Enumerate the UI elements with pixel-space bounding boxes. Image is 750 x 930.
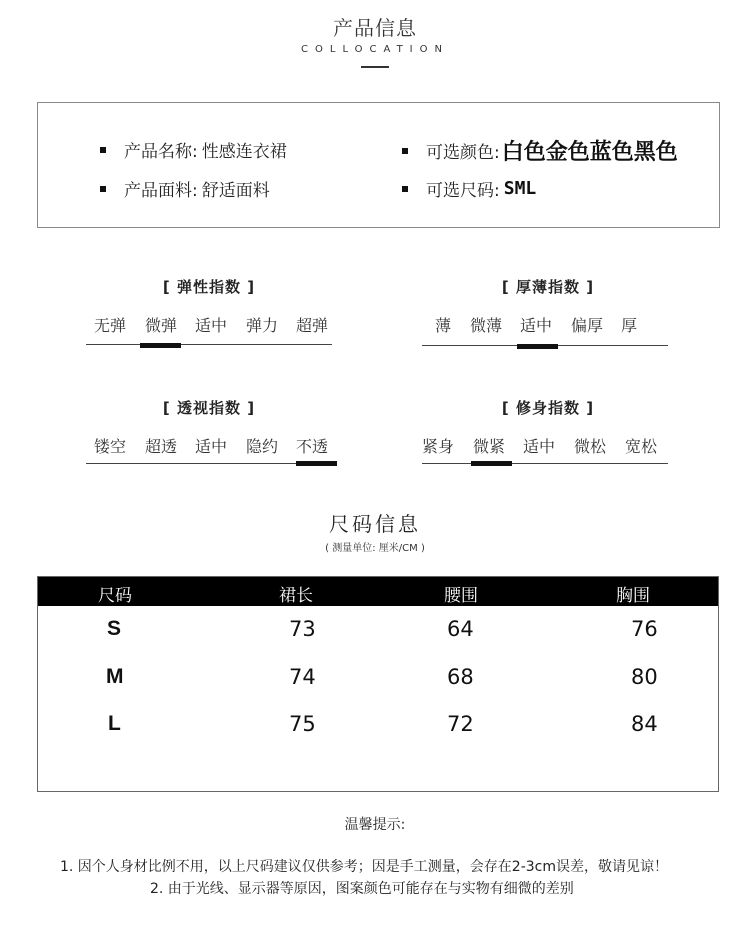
scale-option: 隐约 bbox=[246, 437, 279, 456]
table-cell: 74 bbox=[289, 665, 316, 689]
product-fabric-value: 舒适面料 bbox=[201, 181, 270, 201]
title-divider bbox=[361, 66, 389, 68]
table-header-cell: 腰围 bbox=[444, 586, 478, 606]
scale-title: [ 弹性指数 ] bbox=[162, 278, 256, 296]
table-cell-size: M bbox=[106, 665, 124, 688]
tip-item: 1. 因个人身材比例不用，以上尺码建议仅供参考；因是手工测量，会存在2-3cm误差，敬请见谅！ bbox=[60, 859, 669, 875]
scale-title: [ 透视指数 ] bbox=[162, 399, 256, 417]
scale-option: 薄 bbox=[435, 316, 452, 335]
scale-title: [ 修身指数 ] bbox=[501, 399, 595, 417]
scale-option: 微弹 bbox=[145, 316, 178, 335]
scale-option: 宽松 bbox=[625, 437, 658, 456]
bullet-icon bbox=[402, 148, 408, 154]
scale-selected-marker bbox=[140, 343, 181, 348]
product-color-row bbox=[402, 135, 678, 166]
scale-options bbox=[422, 434, 668, 458]
table-cell: 68 bbox=[447, 665, 474, 689]
scale-option: 弹力 bbox=[246, 316, 279, 335]
product-name-label: 产品名称: bbox=[124, 142, 198, 162]
product-color-label: 可选颜色: bbox=[426, 143, 500, 163]
scale-option: 不透 bbox=[296, 437, 329, 456]
product-size-label: 可选尺码: bbox=[426, 181, 500, 201]
section-title-product-info: 产品信息 bbox=[333, 16, 417, 40]
scale-fit bbox=[422, 397, 668, 458]
product-fabric-row bbox=[100, 176, 270, 201]
tip-item: 2. 由于光线、显示器等原因，图案颜色可能存在与实物有细微的差别 bbox=[150, 881, 574, 897]
scale-selected-marker bbox=[517, 344, 558, 349]
scale-thickness bbox=[422, 276, 668, 337]
product-size-value: SML bbox=[503, 178, 537, 199]
scale-options bbox=[86, 434, 332, 458]
table-header-cell: 裙长 bbox=[279, 586, 313, 606]
scale-track bbox=[86, 344, 332, 345]
scale-option: 适中 bbox=[195, 437, 228, 456]
section-title-size-info: 尺码信息 bbox=[329, 512, 421, 536]
scale-option: 适中 bbox=[195, 316, 228, 335]
product-size-row bbox=[402, 176, 536, 201]
section-subtitle: COLLOCATION bbox=[301, 44, 449, 55]
scale-options bbox=[86, 313, 332, 337]
scale-option: 偏厚 bbox=[571, 316, 604, 335]
bullet-icon bbox=[402, 186, 408, 192]
scale-option: 厚 bbox=[621, 316, 638, 335]
product-color-value: 白色金色蓝色黑色 bbox=[501, 140, 678, 165]
table-header-cell: 胸围 bbox=[616, 586, 650, 606]
scale-selected-marker bbox=[296, 461, 337, 466]
table-cell: 84 bbox=[631, 712, 658, 736]
scale-option: 紧身 bbox=[422, 437, 455, 456]
scale-option: 无弹 bbox=[94, 316, 127, 335]
table-header bbox=[38, 577, 718, 606]
table-cell: 80 bbox=[631, 665, 658, 689]
tips-title: 温馨提示: bbox=[344, 817, 406, 833]
scale-options bbox=[422, 313, 668, 337]
bullet-icon bbox=[100, 147, 106, 153]
scale-track bbox=[422, 463, 668, 464]
product-info-box bbox=[37, 102, 720, 228]
table-cell: 72 bbox=[447, 712, 474, 736]
bullet-icon bbox=[100, 186, 106, 192]
scale-option: 微薄 bbox=[470, 316, 503, 335]
scale-elasticity bbox=[86, 276, 332, 337]
scale-title: [ 厚薄指数 ] bbox=[501, 278, 595, 296]
scale-transparency bbox=[86, 397, 332, 458]
product-name-value: 性感连衣裙 bbox=[201, 142, 287, 162]
table-cell: 75 bbox=[289, 712, 316, 736]
size-table bbox=[37, 576, 719, 792]
table-cell-size: S bbox=[107, 617, 122, 640]
scale-option: 适中 bbox=[520, 316, 553, 335]
scale-option: 超透 bbox=[145, 437, 178, 456]
scale-option: 微紧 bbox=[473, 437, 506, 456]
scale-option: 适中 bbox=[523, 437, 556, 456]
measurement-unit-note: ( 测量单位: 厘米/CM ) bbox=[325, 543, 425, 554]
table-cell: 73 bbox=[289, 617, 316, 641]
table-cell: 64 bbox=[447, 617, 474, 641]
scale-option: 微松 bbox=[574, 437, 607, 456]
table-header-cell: 尺码 bbox=[98, 586, 132, 606]
table-cell: 76 bbox=[631, 617, 658, 641]
product-name-row bbox=[100, 137, 287, 162]
table-cell-size: L bbox=[108, 712, 121, 735]
scale-selected-marker bbox=[471, 461, 512, 466]
scale-option: 镂空 bbox=[94, 437, 127, 456]
product-fabric-label: 产品面料: bbox=[124, 181, 198, 201]
scale-option: 超弹 bbox=[296, 316, 329, 335]
